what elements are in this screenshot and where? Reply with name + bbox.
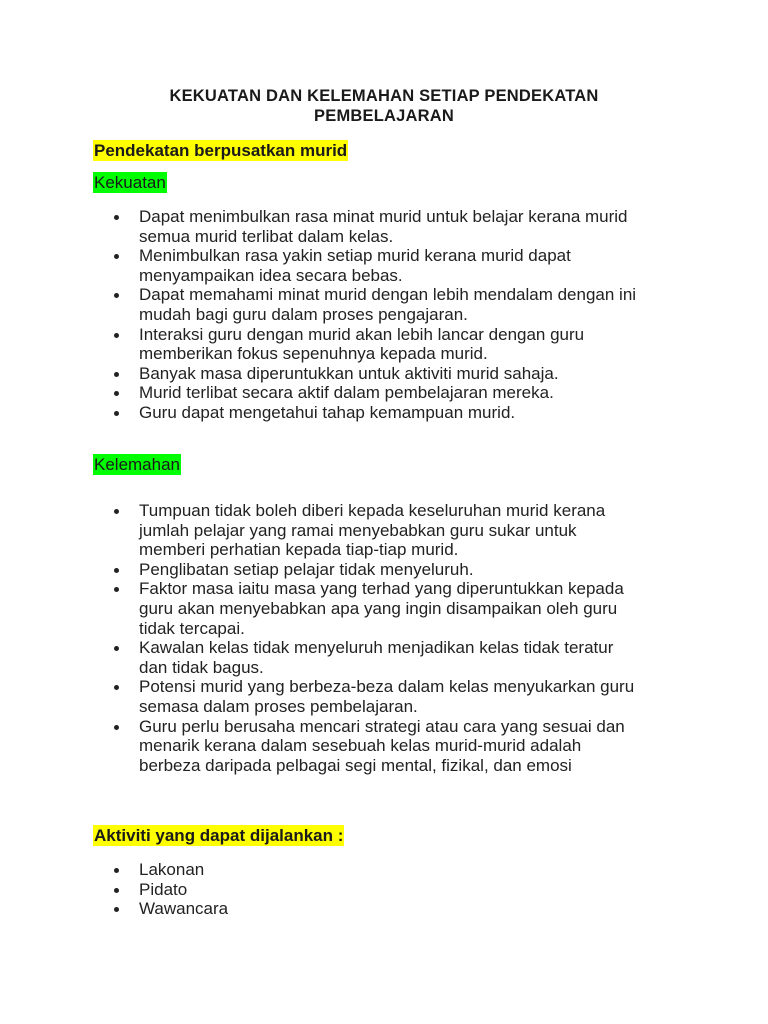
list-item (0, 860, 768, 880)
list-item-text: Faktor masa iaitu masa yang terhad yang diperuntukkan kepada (139, 579, 624, 599)
list-item (0, 717, 768, 776)
bullet-icon (114, 411, 119, 416)
list-item-text: Menimbulkan rasa yakin setiap murid kerana murid dapat (139, 246, 571, 266)
list-item-text: Kawalan kelas tidak menyeluruh menjadikan kelas tidak teratur (139, 638, 614, 658)
list-item-text: menyampaikan idea secara bebas. (139, 265, 403, 285)
aktiviti-list (0, 860, 768, 919)
bullet-icon (114, 907, 119, 912)
bullet-icon (114, 215, 119, 220)
bullet-icon (114, 888, 119, 893)
bullet-icon (114, 587, 119, 592)
list-item (0, 364, 768, 384)
list-item-text: menarik kerana dalam sesebuah kelas murid-murid adalah (139, 736, 582, 756)
list-item-text: Tumpuan tidak boleh diberi kepada keseluruhan murid kerana (139, 501, 606, 520)
list-item-text: Guru dapat mengetahui tahap kemampuan murid. (139, 402, 516, 422)
list-item-text: jumlah pelajar yang ramai menyebabkan guru sukar untuk (139, 520, 577, 540)
list-item (0, 285, 768, 324)
bullet-icon (114, 725, 119, 730)
bullet-icon (114, 254, 119, 259)
list-item-text: Banyak masa diperuntukkan untuk aktiviti murid sahaja. (139, 363, 559, 383)
list-item (0, 560, 768, 580)
subheading-kelemahan: Kelemahan (94, 455, 181, 474)
list-item-text: berbeza daripada pelbagai segi mental, fizikal, dan emosi (139, 755, 572, 775)
list-item-text: tidak tercapai. (139, 618, 245, 638)
list-item-text: Penglibatan setiap pelajar tidak menyeluruh. (139, 559, 474, 579)
list-item-text: memberikan fokus sepenuhnya kepada murid. (139, 344, 488, 364)
list-item-text: Dapat menimbulkan rasa minat murid untuk belajar kerana murid (139, 207, 628, 226)
bullet-icon (114, 391, 119, 396)
page-title-line-1: KEKUATAN DAN KELEMAHAN SETIAP PENDEKATAN (169, 87, 599, 105)
bullet-icon (114, 372, 119, 377)
bullet-icon (114, 685, 119, 690)
list-item (0, 246, 768, 285)
list-item (0, 899, 768, 919)
bullet-icon (114, 333, 119, 338)
bullet-icon (114, 868, 119, 873)
list-item-text: guru akan menyebabkan apa yang ingin disampaikan oleh guru (139, 598, 618, 618)
list-item-text: memberi perhatian kepada tiap-tiap murid. (139, 540, 459, 560)
list-item (0, 501, 768, 560)
list-item-text: Murid terlibat secara aktif dalam pembelajaran mereka. (139, 383, 554, 403)
kelemahan-list (0, 501, 768, 775)
bullet-icon (114, 509, 119, 514)
list-item-text: Wawancara (139, 899, 229, 919)
list-item (0, 677, 768, 716)
section-heading-pendekatan: Pendekatan berpusatkan murid (94, 141, 348, 160)
bullet-icon (114, 568, 119, 573)
list-item-text: semua murid terlibat dalam kelas. (139, 226, 394, 246)
list-item (0, 579, 768, 638)
list-item-text: Lakonan (139, 860, 205, 879)
list-item-text: dan tidak bagus. (139, 657, 264, 677)
list-item (0, 207, 768, 246)
kekuatan-list (0, 207, 768, 423)
list-item (0, 403, 768, 423)
list-item (0, 383, 768, 403)
list-item-text: Pidato (139, 879, 188, 899)
list-item-text: semasa dalam proses pembelajaran. (139, 696, 418, 716)
list-item-text: Potensi murid yang berbeza-beza dalam kelas menyukarkan guru (139, 677, 635, 697)
list-item (0, 638, 768, 677)
list-item-text: Dapat memahami minat murid dengan lebih mendalam dengan ini (139, 285, 637, 305)
list-item (0, 880, 768, 900)
list-item-text: Guru perlu berusaha mencari strategi atau cara yang sesuai dan (139, 716, 625, 736)
subheading-kekuatan: Kekuatan (94, 173, 166, 192)
list-item-text: Interaksi guru dengan murid akan lebih lancar dengan guru (139, 324, 585, 344)
page-title (100, 86, 668, 126)
bullet-icon (114, 646, 119, 651)
list-item-text: mudah bagi guru dalam proses pengajaran. (139, 304, 468, 324)
page-title-line-2: PEMBELAJARAN (314, 107, 454, 125)
bullet-icon (114, 293, 119, 298)
section-heading-aktiviti: Aktiviti yang dapat dijalankan : (94, 826, 344, 845)
list-item (0, 325, 768, 364)
